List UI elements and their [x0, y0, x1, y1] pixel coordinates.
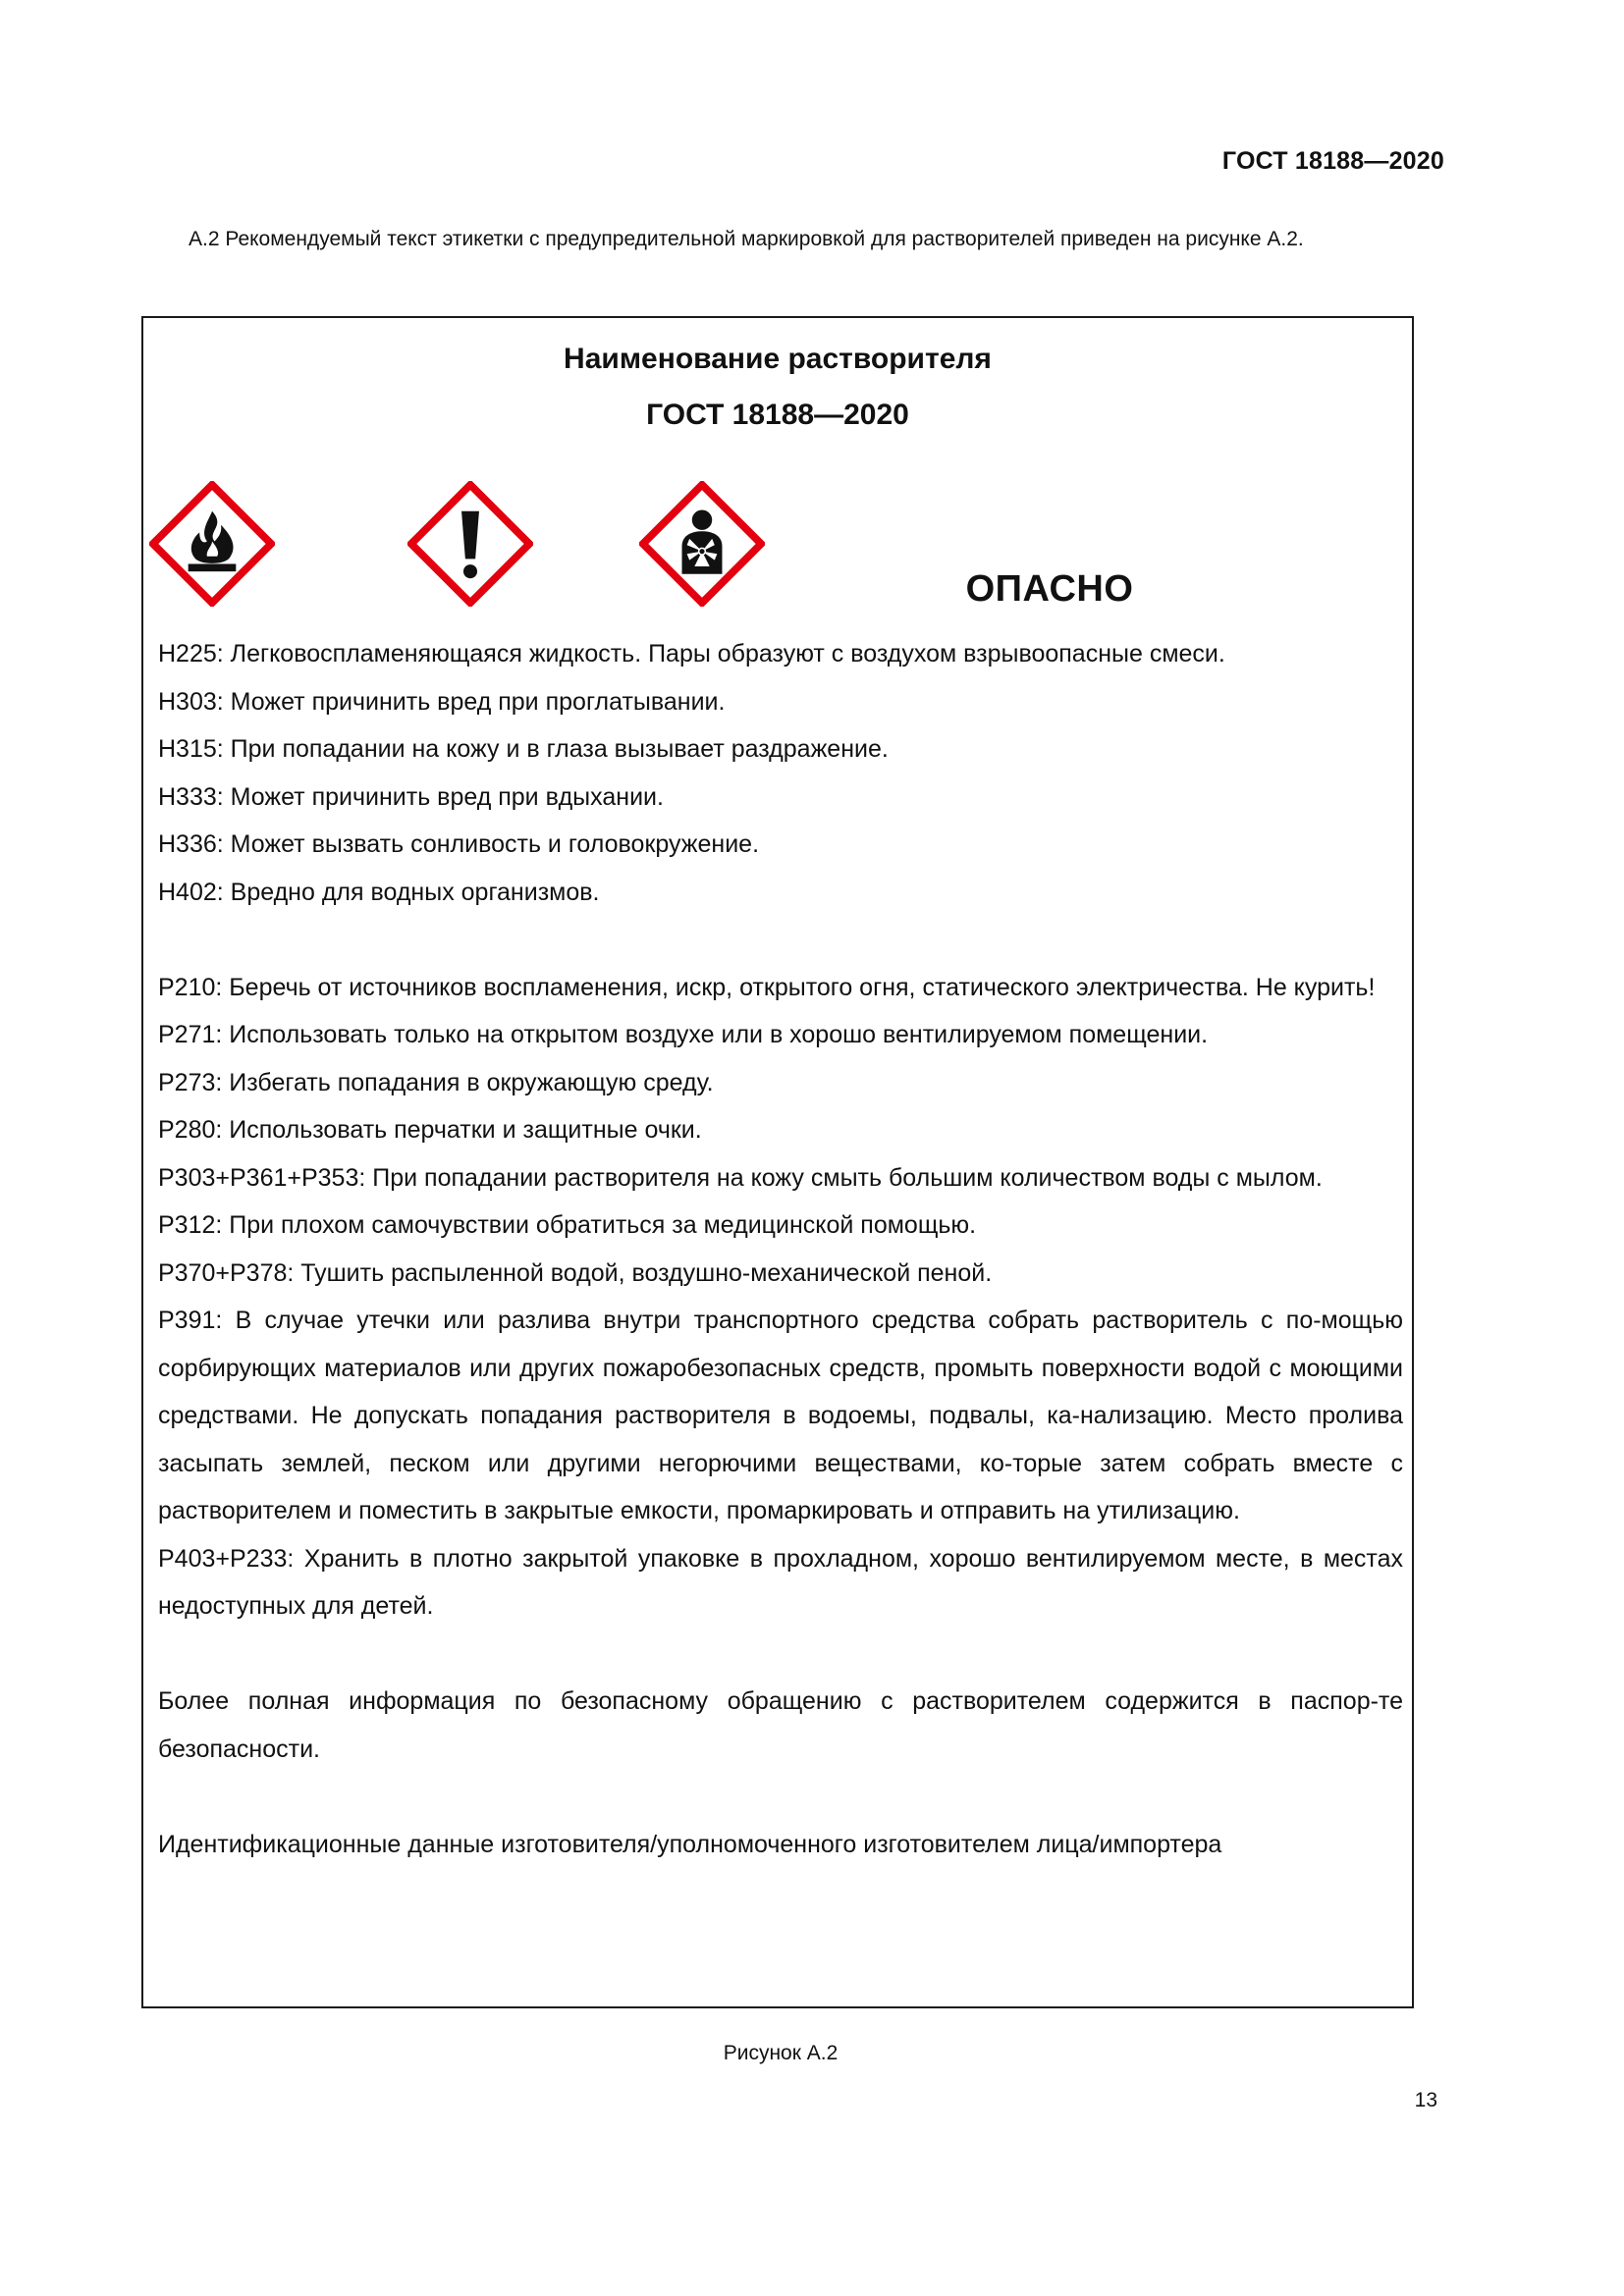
spacer [158, 916, 1403, 964]
precautionary-statement-p312: P312: При плохом самочувствии обратиться за медицинской помощью. [158, 1211, 977, 1239]
label-statements [158, 630, 1403, 1868]
spacer [158, 1773, 1403, 1821]
safety-info: Более полная информация по безопасному обращению с растворителем содержится в паспор-те безопасности. [158, 1687, 1403, 1763]
precautionary-statement-p370-p378: P370+P378: Тушить распыленной водой, воздушно-механической пеной. [158, 1258, 993, 1287]
hazard-statement-h303: H303: Может причинить вред при проглатывании. [158, 687, 726, 716]
signal-word: ОПАСНО [965, 568, 1134, 610]
precautionary-statement-p303-p361-p353: P303+P361+P353: При попадании растворителя на кожу смыть большим количеством воды с мылом. [158, 1163, 1323, 1192]
flame-icon [149, 481, 275, 607]
precautionary-statement-p210: P210: Беречь от источников воспламенения, искр, открытого огня, статического электричества. Не курить! [158, 973, 1376, 1001]
hazard-statement-h336: H336: Может вызвать сонливость и головокружение. [158, 830, 760, 858]
precautionary-statement-p280: P280: Использовать перчатки и защитные очки. [158, 1116, 702, 1144]
precautionary-statement-p403-p233: P403+P233: Хранить в плотно закрытой упаковке в прохладном, хорошо вентилируемом месте, в местах недоступных для детей. [158, 1544, 1403, 1620]
manufacturer-info: Идентификационные данные изготовителя/уполномоченного изготовителем лица/импортера [158, 1830, 1222, 1858]
document-code: ГОСТ 18188—2020 [1221, 147, 1444, 175]
hazard-statement-h333: H333: Может причинить вред при вдыхании. [158, 782, 664, 811]
health-hazard-icon [639, 481, 765, 607]
label-standard: ГОСТ 18188—2020 [646, 399, 909, 431]
hazard-statement-h225: H225: Легковоспламеняющаяся жидкость. Пары образуют с воздухом взрывоопасные смеси. [158, 640, 1225, 667]
figure-caption: Рисунок А.2 [723, 2042, 839, 2064]
intro-paragraph: А.2 Рекомендуемый текст этикетки с предупредительной маркировкой для растворителей приведен на рисунке А.2. [189, 228, 1304, 250]
exclamation-mark-icon [407, 481, 533, 607]
hazard-statement-h315: H315: При попадании на кожу и в глаза вызывает раздражение. [158, 735, 889, 763]
label-title: Наименование растворителя [564, 343, 992, 375]
spacer [158, 1630, 1403, 1679]
warning-label [141, 316, 1414, 2008]
hazard-statement-h402: H402: Вредно для водных организмов. [158, 878, 600, 906]
precautionary-statement-p273: P273: Избегать попадания в окружающую среду. [158, 1068, 714, 1096]
precautionary-statement-p271: P271: Использовать только на открытом воздухе или в хорошо вентилируемом помещении. [158, 1021, 1209, 1048]
page-number: 13 [1414, 2089, 1437, 2111]
precautionary-statement-p391: P391: В случае утечки или разлива внутри транспортного средства собрать растворитель с по-мощью сорбирующих материалов или других пожаробезопасных средств, промыть поверхности водой с моющими средствами. Не допускать попадания растворителя в водоемы, подвалы, ка-нализацию. Место пролива засыпать землей, песком или другими негорючими веществами, ко-торые затем собрать вместе с растворителем и поместить в закрытые емкости, промаркировать и отправить на утилизацию. [158, 1307, 1403, 1524]
